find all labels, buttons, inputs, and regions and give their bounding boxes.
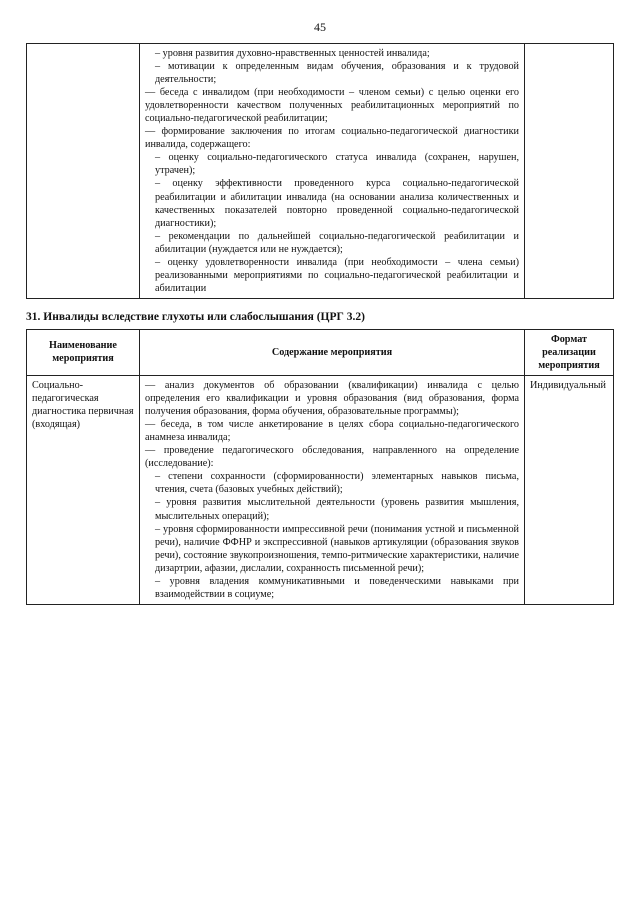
page-number: 45 — [314, 20, 326, 34]
content-line: – мотивации к определенным видам обучения, образования и к трудовой деятельности; — [155, 61, 519, 86]
row-format: Индивидуальный — [525, 376, 614, 605]
content-line: — беседа, в том числе анкетирование в целях сбора социально-педагогического анамнеза инвалида; — [145, 419, 519, 444]
measures-table — [26, 329, 614, 605]
content-line: — проведение педагогического обследования, направленного на определение (исследование): — [145, 445, 519, 470]
content-line: – уровня развития мыслительной деятельности (уровень развития мышления, мыслительных операций); — [155, 497, 519, 522]
content-line: – оценку социально-педагогического статуса инвалида (сохранен, нарушен, утрачен); — [155, 152, 519, 177]
content-line: – уровня владения коммуникативными и поведенческими навыками при взаимодействии в социуме; — [155, 575, 519, 600]
continuation-content-cell — [140, 44, 525, 299]
content-line: – уровня развития духовно-нравственных ценностей инвалида; — [155, 48, 430, 59]
header-format: Формат реализации мероприятия — [525, 329, 614, 375]
content-line: — беседа с инвалидом (при необходимости – членом семьи) с целью оценки его удовлетворенности качеством полученных реабилитационных мероприятий по социально-педагогической реабилитации; — [145, 87, 519, 125]
continuation-name-cell — [27, 44, 140, 299]
header-content: Содержание мероприятия — [140, 329, 525, 375]
content-line: – оценку эффективности проведенного курса социально-педагогической реабилитации и абилитации инвалида (на основании анализа количественных и качественных показателей повторно проведенной социально-педагогической диагностики); — [155, 178, 519, 229]
content-line: – рекомендации по дальнейшей социально-педагогической реабилитации и абилитации (нуждается или не нуждается); — [155, 230, 519, 255]
header-name: Наименование мероприятия — [27, 329, 140, 375]
row-content — [140, 376, 525, 605]
content-line: – уровня сформированности импрессивной речи (понимания устной и письменной речи), наличие ФФНР и экспрессивной (навыков артикуляции (образования звуков речи), состояние звукопроизношения, темпо-ритмические характеристики, наличие дизартрии, афазии, дислалии, сохранность письменной речи); — [155, 523, 519, 574]
section-title: 31. Инвалиды вследствие глухоты или слабослышания (ЦРГ 3.2) — [26, 310, 365, 323]
content-line: – оценку удовлетворенности инвалида (при необходимости – члена семьи) реализованными мероприятиями по социально-педагогической реабилитации и абилитации — [155, 256, 519, 294]
continuation-format-cell — [525, 44, 614, 299]
content-line: — формирование заключения по итогам социально-педагогической диагностики инвалида, содержащего: — [145, 126, 519, 151]
continuation-table — [26, 43, 614, 299]
content-line: – степени сохранности (сформированности) элементарных навыков письма, чтения, счета (базовых учебных действий); — [155, 471, 519, 496]
content-line: — анализ документов об образовании (квалификации) инвалида с целью определения его квалификации и уровня образования (вид образования, форма получения образования, форма обучения, образовательные программы); — [145, 380, 519, 418]
row-name: Социально-педагогическая диагностика первичная (входящая) — [27, 376, 140, 605]
